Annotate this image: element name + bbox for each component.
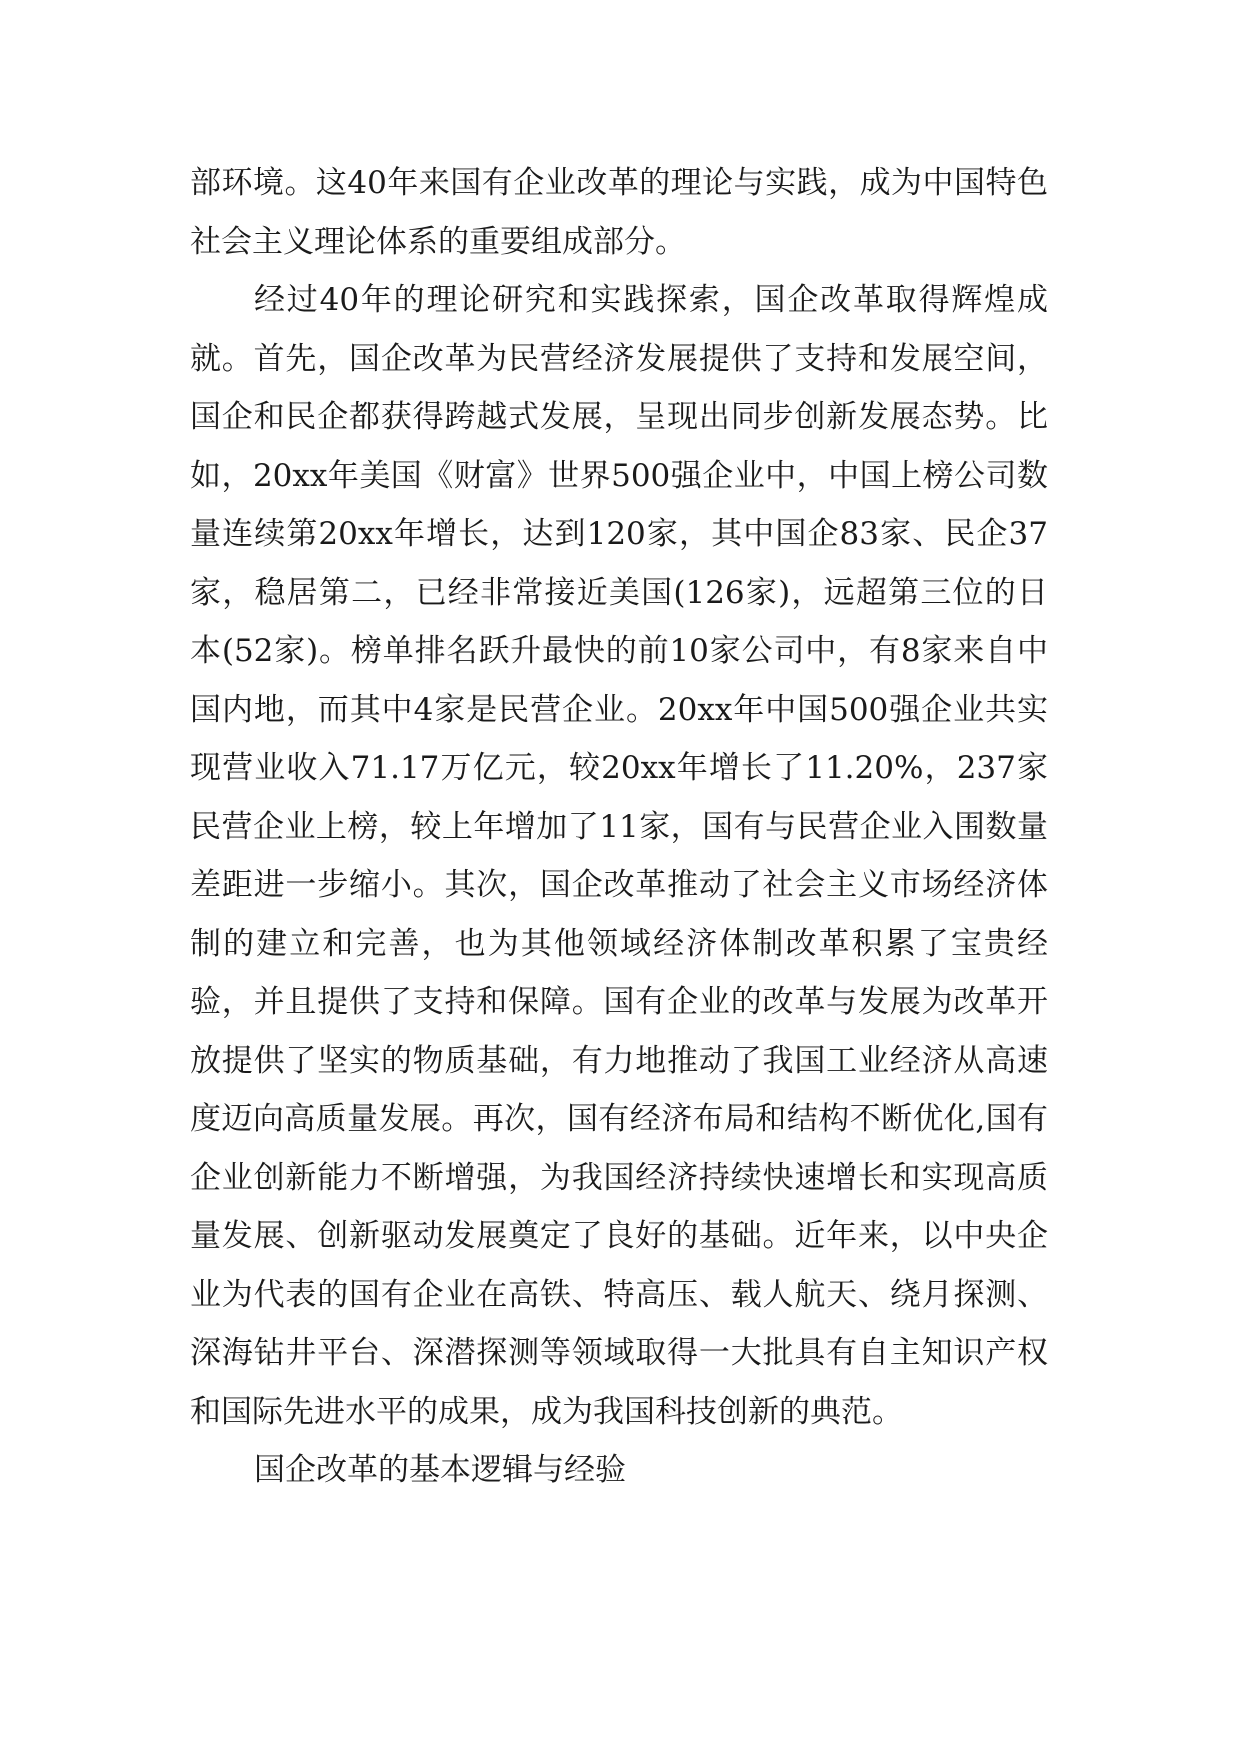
paragraph-achievements: 经过40年的理论研究和实践探索，国企改革取得辉煌成就。首先，国企改革为民营经济发展提供了支持和发展空间，国企和民企都获得跨越式发展，呈现出同步创新发展态势。比如，20xx年美国《财富》世界500强企业中，中国上榜公司数量连续第20xx年增长，达到120家，其中国企83家、民企37家，稳居第二，已经非常接近美国(126家)，远超第三位的日本(52家)。榜单排名跃升最快的前10家公司中，有8家来自中国内地，而其中4家是民营企业。20xx年中国500强企业共实现营业收入71.17万亿元，较20xx年增长了11.20%，237家民营企业上榜，较上年增加了11家，国有与民营企业入围数量差距进一步缩小。其次，国企改革推动了社会主义市场经济体制的建立和完善，也为其他领域经济体制改革积累了宝贵经验，并且提供了支持和保障。国有企业的改革与发展为改革开放提供了坚实的物质基础，有力地推动了我国工业经济从高速度迈向高质量发展。再次，国有经济布局和结构不断优化,国有企业创新能力不断增强，为我国经济持续快速增长和实现高质量发展、创新驱动发展奠定了良好的基础。近年来，以中央企业为代表的国有企业在高铁、特高压、载人航天、绕月探测、深海钻井平台、深潜探测等领域取得一大批具有自主知识产权和国际先进水平的成果，成为我国科技创新的典范。 xyxy=(190,282,1048,1430)
document-body xyxy=(190,154,1048,1500)
section-heading: 国企改革的基本逻辑与经验 xyxy=(254,1452,626,1488)
paragraph-continuation: 部环境。这40年来国有企业改革的理论与实践，成为中国特色社会主义理论体系的重要组成部分。 xyxy=(190,165,1048,260)
